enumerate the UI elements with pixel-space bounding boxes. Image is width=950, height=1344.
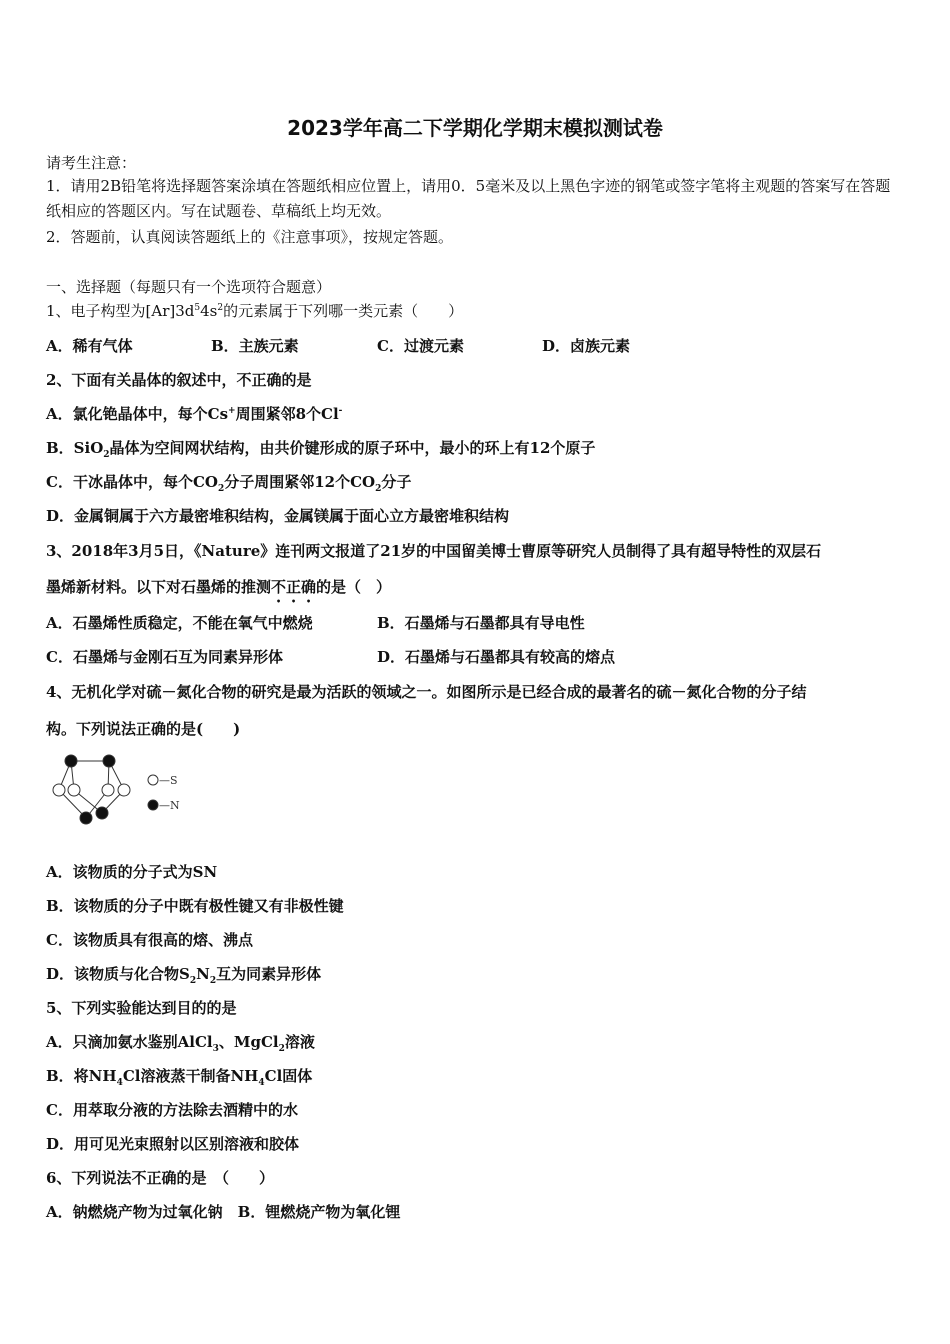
q4-option-c: C．该物质具有很高的熔、沸点: [46, 931, 253, 949]
q1-option-b: B．主族元素: [211, 337, 299, 355]
question-1-stem: 1、电子构型为$[Ar]3d^54s^2$的元素属于下列哪一类元素（ ）: [46, 302, 464, 320]
q4-option-d: D．该物质与化合物$S_2N_2$互为同素异形体: [46, 965, 322, 986]
nitrogen-atom: [96, 807, 108, 819]
q2-option-a: A．氯化铯晶体中，每个Cs+周围紧邻8个Cl-: [46, 405, 343, 423]
q4-option-b: B．该物质的分子中既有极性键又有非极性键: [46, 897, 344, 915]
notice-heading: 请考生注意：: [46, 154, 137, 172]
sulfur-atom: [118, 784, 130, 796]
molecule-atoms: [53, 755, 130, 824]
q3-option-a: A．石墨烯性质稳定，不能在氧气中燃烧: [46, 614, 313, 632]
q5-option-c: C．用萃取分液的方法除去酒精中的水: [46, 1101, 298, 1119]
page-title: 2023学年高二下学期化学期末模拟测试卷: [287, 116, 663, 140]
sulfur-nitrogen-molecule-diagram: [46, 748, 196, 828]
emphasis-not-correct: 不正确: [271, 578, 317, 596]
sulfur-atom: [68, 784, 80, 796]
q3-option-c: C．石墨烯与金刚石互为同素异形体: [46, 648, 283, 666]
question-5-stem: 5、下列实验能达到目的的是: [46, 999, 237, 1017]
question-4-line-2: 构。下列说法正确的是( ): [46, 720, 241, 738]
q2-option-b: B．SiO$_2$晶体为空间网状结构，由共价键形成的原子环中，最小的环上有12个原子: [46, 439, 596, 460]
section-heading: 一、选择题（每题只有一个选项符合题意）: [46, 278, 332, 296]
q1-option-d: D．卤族元素: [542, 337, 631, 355]
q6-options-ab: A．钠燃烧产物为过氧化钠 B．锂燃烧产物为氧化锂: [46, 1203, 401, 1221]
notice-item-1: 1．请用2B铅笔将选择题答案涂填在答题纸相应位置上，请用0．5毫米及以上黑色字迹的钢笔或签字笔将主观题的答案写在答题纸相应的答题区内。写在试题卷、草稿纸上均无效。: [46, 177, 891, 220]
q5-option-a: A．只滴加氨水鉴别AlCl$_3$、MgCl$_2$溶液: [46, 1033, 315, 1054]
q2-option-d: D．金属铜属于六方最密堆积结构，金属镁属于面心立方最密堆积结构: [46, 507, 510, 525]
question-3-line-2: 墨烯新材料。以下对石墨烯的推测不正确的是（ ）: [46, 578, 392, 596]
q1-option-c: C．过渡元素: [377, 337, 464, 355]
q5-option-d: D．用可见光束照射以区别溶液和胶体: [46, 1135, 300, 1153]
sulfur-atom: [102, 784, 114, 796]
q2-option-c: C．干冰晶体中，每个$CO_2$分子周围紧邻12个$CO_2$分子: [46, 473, 412, 494]
nitrogen-atom: [103, 755, 115, 767]
question-2-stem: 2、下面有关晶体的叙述中，不正确的是: [46, 371, 312, 389]
nitrogen-atom: [65, 755, 77, 767]
q5-option-b: B．将$NH_4Cl$溶液蒸干制备$NH_4Cl$固体: [46, 1067, 313, 1088]
legend-nitrogen-label: —N: [159, 799, 180, 812]
sulfur-atom: [53, 784, 65, 796]
q4-option-a: A．该物质的分子式为SN: [46, 863, 218, 881]
nitrogen-atom: [80, 812, 92, 824]
question-4-line-1: 4、无机化学对硫－氮化合物的研究是最为活跃的领域之一。如图所示是已经合成的最著名的硫－氮化合物的分子结: [46, 683, 807, 701]
legend-sulfur-label: —S: [159, 774, 178, 787]
q3-option-d: D．石墨烯与石墨都具有较高的熔点: [377, 648, 616, 666]
question-3-line-1: 3、2018年3月5日，《Nature》连刊两文报道了21岁的中国留美博士曹原等研究人员制得了具有超导特性的双层石: [46, 542, 822, 560]
legend-nitrogen-symbol: [148, 800, 158, 810]
legend-sulfur-symbol: [148, 775, 158, 785]
q3-option-b: B．石墨烯与石墨都具有导电性: [377, 614, 585, 632]
question-6-stem: 6、下列说法不正确的是 （ ）: [46, 1169, 274, 1187]
q1-option-a: A．稀有气体: [46, 337, 133, 355]
notice-item-2: 2．答题前，认真阅读答题纸上的《注意事项》，按规定答题。: [46, 228, 454, 246]
